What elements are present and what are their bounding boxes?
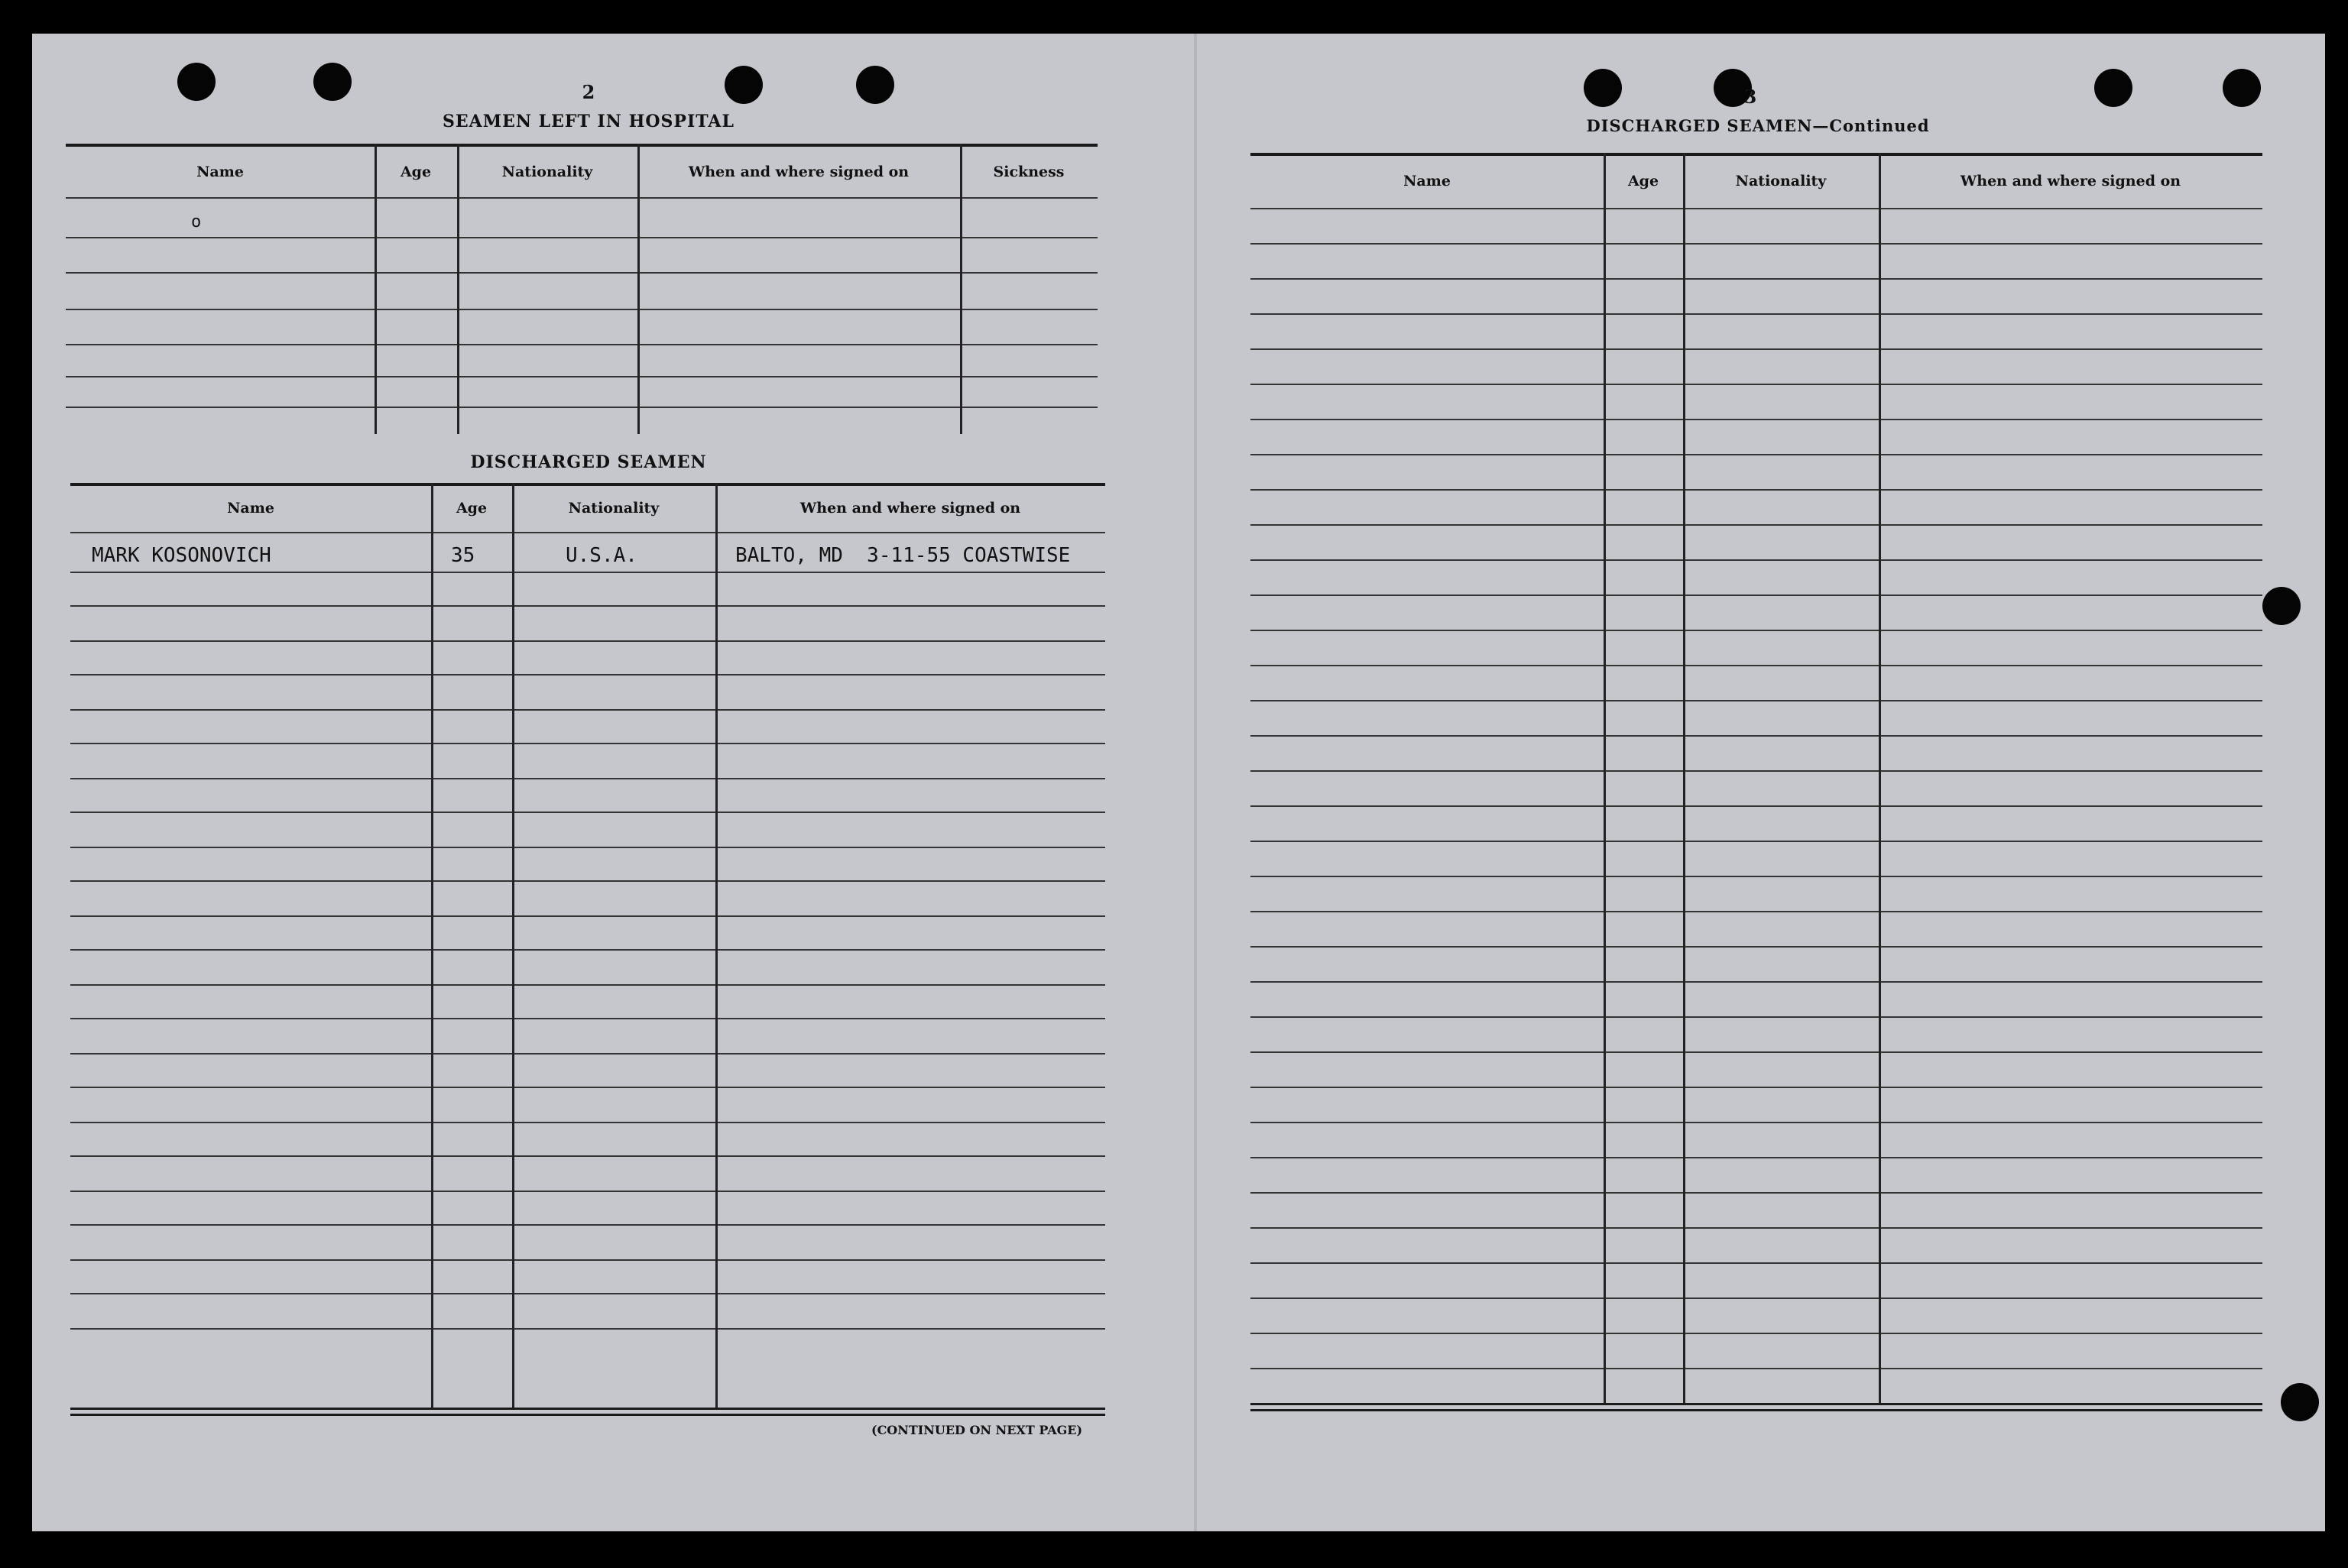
seaman-signed-on: BALTO, MD 3-11-55 COASTWISE — [735, 544, 1071, 567]
punch-hole — [313, 63, 352, 101]
punch-hole — [1584, 69, 1622, 107]
column-header-name: Name — [196, 164, 244, 180]
column-header-name: Name — [1403, 173, 1451, 190]
column-header-age: Age — [400, 164, 432, 180]
punch-hole — [177, 63, 216, 101]
column-header-name: Name — [227, 500, 274, 517]
discharged-table — [70, 483, 1105, 1418]
seaman-name: MARK KOSONOVICH — [92, 544, 271, 567]
column-header-signed-on: When and where signed on — [688, 164, 910, 180]
seaman-age: 35 — [451, 544, 475, 567]
punch-hole — [2262, 587, 2301, 625]
hospital-table — [66, 144, 1098, 434]
punch-hole — [2094, 69, 2132, 107]
discharged-continued-table — [1250, 153, 2262, 1418]
punch-hole — [856, 66, 894, 104]
column-header-age: Age — [456, 500, 488, 517]
punch-hole — [2281, 1383, 2319, 1421]
hospital-mark: o — [191, 212, 202, 232]
column-header-sickness: Sickness — [993, 164, 1065, 180]
page-number: 2 — [582, 81, 595, 103]
column-header-nationality: Nationality — [568, 500, 660, 517]
page-number: 3 — [1743, 86, 1757, 108]
seaman-nationality: U.S.A. — [566, 544, 637, 567]
column-header-age: Age — [1627, 173, 1659, 190]
hospital-section-title: SEAMEN LEFT IN HOSPITAL — [443, 112, 735, 131]
punch-hole — [2223, 69, 2261, 107]
page-fold — [1194, 34, 1197, 1531]
punch-hole — [725, 66, 763, 104]
column-header-nationality: Nationality — [501, 164, 593, 180]
continued-note: (CONTINUED ON NEXT PAGE) — [871, 1423, 1083, 1437]
column-header-nationality: Nationality — [1735, 173, 1827, 190]
column-header-signed-on: When and where signed on — [799, 500, 1021, 517]
continued-section-title: DISCHARGED SEAMEN—Continued — [1586, 116, 1930, 135]
discharged-section-title: DISCHARGED SEAMEN — [470, 452, 707, 472]
column-header-signed-on: When and where signed on — [1960, 173, 2181, 190]
